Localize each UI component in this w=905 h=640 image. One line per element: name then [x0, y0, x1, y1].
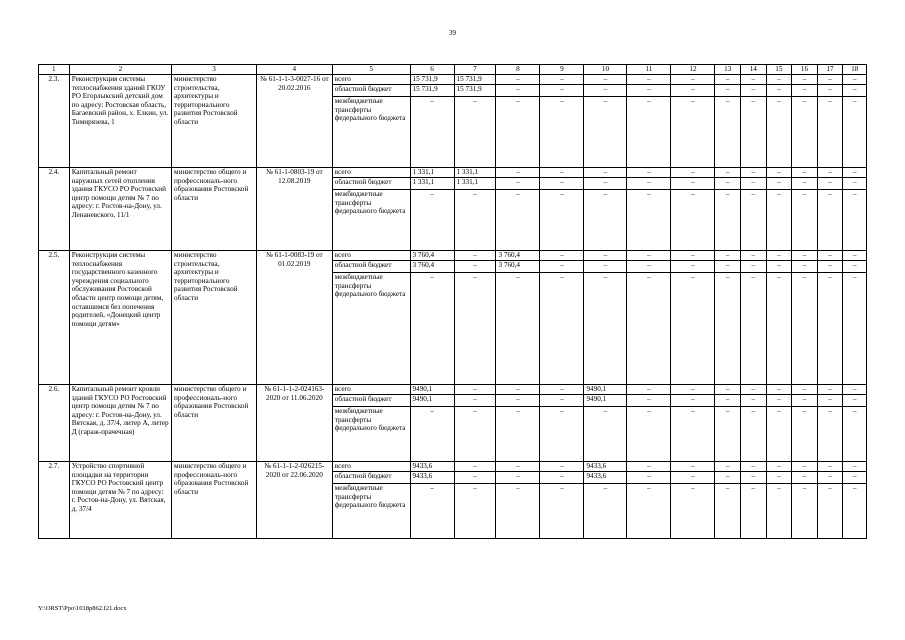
amount-cell: – [715, 484, 741, 539]
amount-cell: – [843, 407, 867, 462]
amount-cell: – [817, 472, 843, 484]
amount-cell: – [454, 395, 496, 407]
amount-cell: – [715, 251, 741, 261]
amount-cell: – [540, 462, 584, 472]
amount-cell: – [454, 472, 496, 484]
amount-cell: – [671, 190, 715, 251]
funding-source: областной бюджет [332, 261, 410, 273]
funding-source: областной бюджет [332, 178, 410, 190]
amount-cell: – [792, 97, 818, 168]
amount-cell: – [627, 472, 671, 484]
column-number-18: 18 [843, 65, 867, 75]
amount-cell: 3 760,4 [496, 261, 540, 273]
amount-cell: – [817, 85, 843, 97]
funding-source: всего [332, 462, 410, 472]
amount-cell: 1 331,1 [410, 178, 454, 190]
amount-cell: – [627, 395, 671, 407]
amount-cell: – [817, 484, 843, 539]
amount-cell: – [584, 85, 627, 97]
amount-cell: 3 760,4 [496, 251, 540, 261]
amount-cell: – [671, 97, 715, 168]
amount-cell: – [741, 273, 767, 385]
amount-cell: – [715, 462, 741, 472]
expertise-code: № 61-1-1-2-026215-2020 от 22.06.2020 [256, 462, 332, 539]
amount-cell: – [741, 97, 767, 168]
file-path-footer: Y:\ORST\Ppo\1018p862.f21.docx [38, 605, 127, 612]
row-number: 2.6. [39, 385, 70, 462]
amount-cell: 9490,1 [410, 385, 454, 395]
amount-cell: – [792, 261, 818, 273]
table-row [39, 385, 867, 395]
amount-cell: – [627, 251, 671, 261]
amount-cell: – [817, 273, 843, 385]
amount-cell: – [496, 273, 540, 385]
amount-cell: – [741, 395, 767, 407]
amount-cell: – [715, 178, 741, 190]
amount-cell: – [584, 190, 627, 251]
amount-cell: – [792, 251, 818, 261]
column-number-9: 9 [540, 65, 584, 75]
amount-cell: 3 760,4 [410, 251, 454, 261]
amount-cell: – [817, 385, 843, 395]
column-number-6: 6 [410, 65, 454, 75]
amount-cell: – [843, 178, 867, 190]
amount-cell: – [410, 97, 454, 168]
amount-cell: – [817, 178, 843, 190]
amount-cell: – [766, 168, 792, 178]
amount-cell: – [627, 190, 671, 251]
amount-cell: – [792, 385, 818, 395]
funding-source: областной бюджет [332, 472, 410, 484]
column-number-15: 15 [766, 65, 792, 75]
amount-cell: – [584, 178, 627, 190]
amount-cell: – [627, 484, 671, 539]
amount-cell: – [766, 462, 792, 472]
amount-cell: – [496, 407, 540, 462]
amount-cell: – [792, 484, 818, 539]
amount-cell: – [715, 472, 741, 484]
amount-cell: – [817, 190, 843, 251]
column-number-14: 14 [741, 65, 767, 75]
amount-cell: 9433,6 [584, 472, 627, 484]
row-number: 2.7. [39, 462, 70, 539]
amount-cell: – [540, 97, 584, 168]
amount-cell: – [627, 273, 671, 385]
amount-cell: 9490,1 [410, 395, 454, 407]
amount-cell: – [843, 190, 867, 251]
column-number-7: 7 [454, 65, 496, 75]
amount-cell: – [792, 395, 818, 407]
amount-cell: – [715, 395, 741, 407]
amount-cell: – [671, 261, 715, 273]
responsible-org: министерство строительства, архитектуры и территориального развития Ростовской области [172, 75, 257, 168]
column-number-row [39, 65, 867, 75]
amount-cell: 15 731,9 [454, 85, 496, 97]
amount-cell: – [540, 385, 584, 395]
amount-cell: – [741, 178, 767, 190]
amount-cell: – [540, 261, 584, 273]
expertise-code: № 61-1-0803-19 от 12.08.2019 [256, 168, 332, 251]
amount-cell: – [843, 251, 867, 261]
amount-cell: – [671, 472, 715, 484]
amount-cell: – [671, 75, 715, 85]
amount-cell: – [766, 484, 792, 539]
amount-cell: – [715, 273, 741, 385]
amount-cell: – [584, 168, 627, 178]
amount-cell: – [496, 85, 540, 97]
amount-cell: – [715, 168, 741, 178]
column-number-12: 12 [671, 65, 715, 75]
amount-cell: – [540, 407, 584, 462]
funding-source: областной бюджет [332, 395, 410, 407]
amount-cell: – [766, 97, 792, 168]
amount-cell: – [540, 168, 584, 178]
row-number: 2.4. [39, 168, 70, 251]
table-body [39, 65, 867, 539]
responsible-org: министерство общего и профессиональ-ного образования Ростовской области [172, 385, 257, 462]
amount-cell: – [715, 261, 741, 273]
expertise-code: № 61-1-1-2-024163-2020 от 11.06.2020 [256, 385, 332, 462]
amount-cell: – [843, 462, 867, 472]
amount-cell: – [671, 168, 715, 178]
amount-cell: – [741, 85, 767, 97]
amount-cell: – [584, 261, 627, 273]
row-number: 2.3. [39, 75, 70, 168]
amount-cell: – [792, 75, 818, 85]
table-row [39, 168, 867, 178]
amount-cell: – [715, 75, 741, 85]
amount-cell: – [671, 385, 715, 395]
amount-cell: – [671, 251, 715, 261]
amount-cell: – [741, 385, 767, 395]
amount-cell: – [410, 273, 454, 385]
amount-cell: – [410, 190, 454, 251]
column-number-11: 11 [627, 65, 671, 75]
table-row [39, 251, 867, 261]
amount-cell: – [627, 407, 671, 462]
amount-cell: – [496, 484, 540, 539]
item-name: Устройство спортивной площадки на территории ГКУСО РО Ростовский центр помощи детям № 7 по адресу: г. Ростов-на-Дону, ул. Вятская, д. 37/4 [69, 462, 171, 539]
amount-cell: – [584, 407, 627, 462]
amount-cell: – [792, 462, 818, 472]
amount-cell: – [584, 484, 627, 539]
amount-cell: – [715, 97, 741, 168]
amount-cell: – [817, 97, 843, 168]
amount-cell: – [454, 484, 496, 539]
amount-cell: – [496, 168, 540, 178]
item-name: Капитальный ремонт наружных сетей отопления здания ГКУСО РО Ростовский центр помощи детям № 7 по адресу: г. Ростов-на-Дону, ул. Ленаневского, 11/1 [69, 168, 171, 251]
column-number-1: 1 [39, 65, 70, 75]
amount-cell: – [792, 472, 818, 484]
amount-cell: – [627, 97, 671, 168]
page-number: 39 [449, 29, 456, 37]
amount-cell: – [843, 385, 867, 395]
amount-cell: – [843, 484, 867, 539]
amount-cell: – [792, 273, 818, 385]
amount-cell: – [496, 190, 540, 251]
amount-cell: – [766, 190, 792, 251]
column-number-5: 5 [332, 65, 410, 75]
amount-cell: – [741, 75, 767, 85]
amount-cell: – [540, 178, 584, 190]
column-number-2: 2 [69, 65, 171, 75]
amount-cell: – [540, 85, 584, 97]
item-name: Капитальный ремонт кровли зданий ГКУСО РО Ростовский центр помощи детям № 7 по адресу: г. Ростов-на-Дону, ул. Вятская, д. 37/4, литер А, литер Д (гараж-прачечная) [69, 385, 171, 462]
item-name: Реконструкция системы теплоснабжения государственного казенного учреждения социального обслуживания Ростовской области центр помощи детям, оставшимся без попечения родителей, «Донецкий центр помощи детям» [69, 251, 171, 385]
amount-cell: – [627, 178, 671, 190]
amount-cell: – [496, 472, 540, 484]
amount-cell: – [792, 168, 818, 178]
amount-cell: – [454, 261, 496, 273]
amount-cell: – [496, 385, 540, 395]
amount-cell: – [766, 407, 792, 462]
amount-cell: – [454, 462, 496, 472]
amount-cell: – [766, 75, 792, 85]
amount-cell: – [792, 178, 818, 190]
amount-cell: – [817, 395, 843, 407]
amount-cell: – [671, 407, 715, 462]
amount-cell: – [496, 395, 540, 407]
amount-cell: 15 731,9 [410, 85, 454, 97]
amount-cell: – [540, 484, 584, 539]
amount-cell: – [766, 472, 792, 484]
amount-cell: – [627, 168, 671, 178]
responsible-org: министерство строительства, архитектуры и территориального развития Ростовской области [172, 251, 257, 385]
funding-source: областной бюджет [332, 85, 410, 97]
amount-cell: – [792, 85, 818, 97]
funding-source: межбюджетные трансферты федерального бюджета [332, 190, 410, 251]
amount-cell: – [454, 251, 496, 261]
amount-cell: – [843, 273, 867, 385]
amount-cell: – [584, 97, 627, 168]
column-number-16: 16 [792, 65, 818, 75]
amount-cell: – [817, 251, 843, 261]
amount-cell: – [715, 190, 741, 251]
amount-cell: – [766, 251, 792, 261]
amount-cell: – [843, 395, 867, 407]
column-number-3: 3 [172, 65, 257, 75]
amount-cell: – [843, 168, 867, 178]
amount-cell: 1 331,1 [454, 178, 496, 190]
table-row [39, 462, 867, 472]
amount-cell: – [741, 190, 767, 251]
amount-cell: – [671, 484, 715, 539]
column-number-4: 4 [256, 65, 332, 75]
funding-source: всего [332, 168, 410, 178]
funding-source: всего [332, 251, 410, 261]
amount-cell: – [496, 75, 540, 85]
amount-cell: – [741, 168, 767, 178]
amount-cell: – [627, 385, 671, 395]
expertise-code: № 61-1-0083-19 от 01.02.2019 [256, 251, 332, 385]
amount-cell: 9490,1 [584, 395, 627, 407]
amount-cell: – [496, 462, 540, 472]
amount-cell: – [671, 462, 715, 472]
amount-cell: 9490,1 [584, 385, 627, 395]
amount-cell: – [496, 178, 540, 190]
amount-cell: 15 731,9 [454, 75, 496, 85]
amount-cell: – [540, 395, 584, 407]
item-name: Реконструкция системы теплоснабжения зданий ГКОУ РО Егорлыкский детский дом по адресу: Ростовская область, Багаевский район, х. Елкин, ул. Тимирязева, 1 [69, 75, 171, 168]
amount-cell: – [843, 97, 867, 168]
amount-cell: – [843, 472, 867, 484]
amount-cell: – [584, 75, 627, 85]
amount-cell: – [540, 75, 584, 85]
amount-cell: 3 760,4 [410, 261, 454, 273]
amount-cell: – [454, 273, 496, 385]
amount-cell: – [817, 75, 843, 85]
amount-cell: – [766, 261, 792, 273]
funding-source: всего [332, 385, 410, 395]
amount-cell: – [454, 190, 496, 251]
amount-cell: 9433,6 [584, 462, 627, 472]
amount-cell: – [843, 261, 867, 273]
budget-table [38, 64, 867, 539]
amount-cell: – [627, 462, 671, 472]
amount-cell: – [715, 85, 741, 97]
amount-cell: – [741, 261, 767, 273]
amount-cell: – [792, 407, 818, 462]
amount-cell: – [671, 85, 715, 97]
amount-cell: – [817, 261, 843, 273]
amount-cell: – [741, 462, 767, 472]
amount-cell: – [741, 472, 767, 484]
amount-cell: – [584, 273, 627, 385]
expertise-code: № 61-1-1-3-0027-16 от 20.02.2016 [256, 75, 332, 168]
amount-cell: – [540, 190, 584, 251]
amount-cell: – [496, 97, 540, 168]
amount-cell: – [627, 85, 671, 97]
responsible-org: министерство общего и профессиональ-ного образования Ростовской области [172, 168, 257, 251]
responsible-org: министерство общего и профессиональ-ного образования Ростовской области [172, 462, 257, 539]
amount-cell: 9433,6 [410, 462, 454, 472]
amount-cell: – [410, 407, 454, 462]
amount-cell: – [454, 97, 496, 168]
amount-cell: – [766, 85, 792, 97]
amount-cell: – [540, 273, 584, 385]
amount-cell: – [540, 472, 584, 484]
amount-cell: 9433,6 [410, 472, 454, 484]
amount-cell: – [627, 261, 671, 273]
amount-cell: – [741, 251, 767, 261]
amount-cell: 15 731,9 [410, 75, 454, 85]
amount-cell: – [741, 484, 767, 539]
amount-cell: – [540, 251, 584, 261]
amount-cell: – [454, 385, 496, 395]
funding-source: межбюджетные трансферты федерального бюджета [332, 407, 410, 462]
row-number: 2.5. [39, 251, 70, 385]
amount-cell: – [766, 395, 792, 407]
column-number-17: 17 [817, 65, 843, 75]
amount-cell: – [766, 385, 792, 395]
funding-source: всего [332, 75, 410, 85]
funding-source: межбюджетные трансферты федерального бюджета [332, 484, 410, 539]
column-number-10: 10 [584, 65, 627, 75]
amount-cell: 1 331,1 [410, 168, 454, 178]
amount-cell: – [817, 462, 843, 472]
amount-cell: – [817, 407, 843, 462]
amount-cell: – [410, 484, 454, 539]
amount-cell: – [843, 85, 867, 97]
amount-cell: – [671, 178, 715, 190]
amount-cell: – [627, 75, 671, 85]
funding-source: межбюджетные трансферты федерального бюджета [332, 97, 410, 168]
table-row [39, 75, 867, 85]
column-number-8: 8 [496, 65, 540, 75]
amount-cell: – [766, 178, 792, 190]
amount-cell: – [715, 407, 741, 462]
amount-cell: – [766, 273, 792, 385]
amount-cell: – [715, 385, 741, 395]
amount-cell: – [792, 190, 818, 251]
amount-cell: – [454, 407, 496, 462]
amount-cell: – [671, 395, 715, 407]
amount-cell: – [671, 273, 715, 385]
column-number-13: 13 [715, 65, 741, 75]
funding-source: межбюджетные трансферты федерального бюджета [332, 273, 410, 385]
amount-cell: – [843, 75, 867, 85]
amount-cell: – [584, 251, 627, 261]
amount-cell: – [741, 407, 767, 462]
amount-cell: – [817, 168, 843, 178]
amount-cell: 1 331,1 [454, 168, 496, 178]
